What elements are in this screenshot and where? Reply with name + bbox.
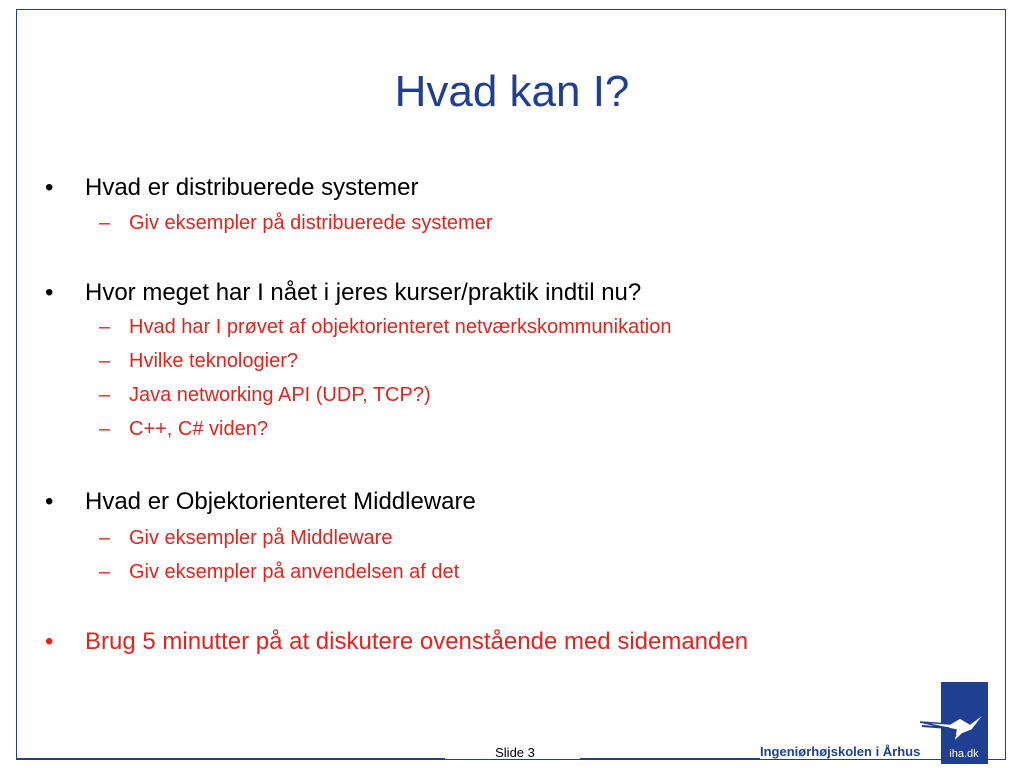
bullet-text: Brug 5 minutter på at diskutere ovenstående med sidemanden	[85, 628, 749, 655]
dash-icon: –	[99, 350, 111, 372]
sub-bullet-item	[99, 349, 298, 373]
bullet-item-highlight	[45, 628, 749, 656]
dash-icon: –	[99, 561, 111, 583]
dash-icon: –	[99, 384, 111, 406]
logo-url: iha.dk	[949, 748, 979, 760]
sub-bullet-text: Giv eksempler på Middleware	[129, 527, 393, 549]
dash-icon: –	[99, 527, 111, 549]
sub-bullet-item	[99, 417, 268, 441]
bullet-text: Hvor meget har I nået i jeres kurser/praktik indtil nu?	[85, 279, 642, 306]
slide-title: Hvad kan I?	[394, 67, 630, 116]
bullet-text: Hvad er Objektorienteret Middleware	[85, 488, 476, 515]
bullet-icon: •	[45, 174, 54, 201]
dash-icon: –	[99, 212, 111, 234]
bullet-item	[45, 174, 419, 202]
sub-bullet-text: C++, C# viden?	[129, 418, 268, 440]
sub-bullet-item	[99, 211, 493, 235]
slide-number: Slide 3	[495, 745, 535, 760]
sub-bullet-text: Java networking API (UDP, TCP?)	[129, 384, 431, 406]
sub-bullet-item	[99, 315, 672, 339]
footer-divider-right	[580, 758, 760, 760]
school-name: Ingeniørhøjskolen i Århus	[760, 744, 921, 759]
dash-icon: –	[99, 418, 111, 440]
sub-bullet-item	[99, 383, 431, 407]
sub-bullet-item	[99, 526, 393, 550]
footer-divider-left	[17, 758, 445, 760]
bullet-item	[45, 488, 476, 516]
bullet-icon: •	[45, 628, 54, 655]
dash-icon: –	[99, 316, 111, 338]
bullet-text: Hvad er distribuerede systemer	[85, 174, 419, 201]
bullet-item	[45, 279, 642, 307]
sub-bullet-text: Hvad har I prøvet af objektorienteret netværkskommunikation	[129, 316, 672, 338]
bullet-icon: •	[45, 488, 54, 515]
sub-bullet-text: Giv eksempler på anvendelsen af det	[129, 561, 460, 583]
bullet-icon: •	[45, 279, 54, 306]
sub-bullet-text: Hvilke teknologier?	[129, 350, 298, 372]
sub-bullet-text: Giv eksempler på distribuerede systemer	[129, 212, 493, 234]
sub-bullet-item	[99, 560, 460, 584]
